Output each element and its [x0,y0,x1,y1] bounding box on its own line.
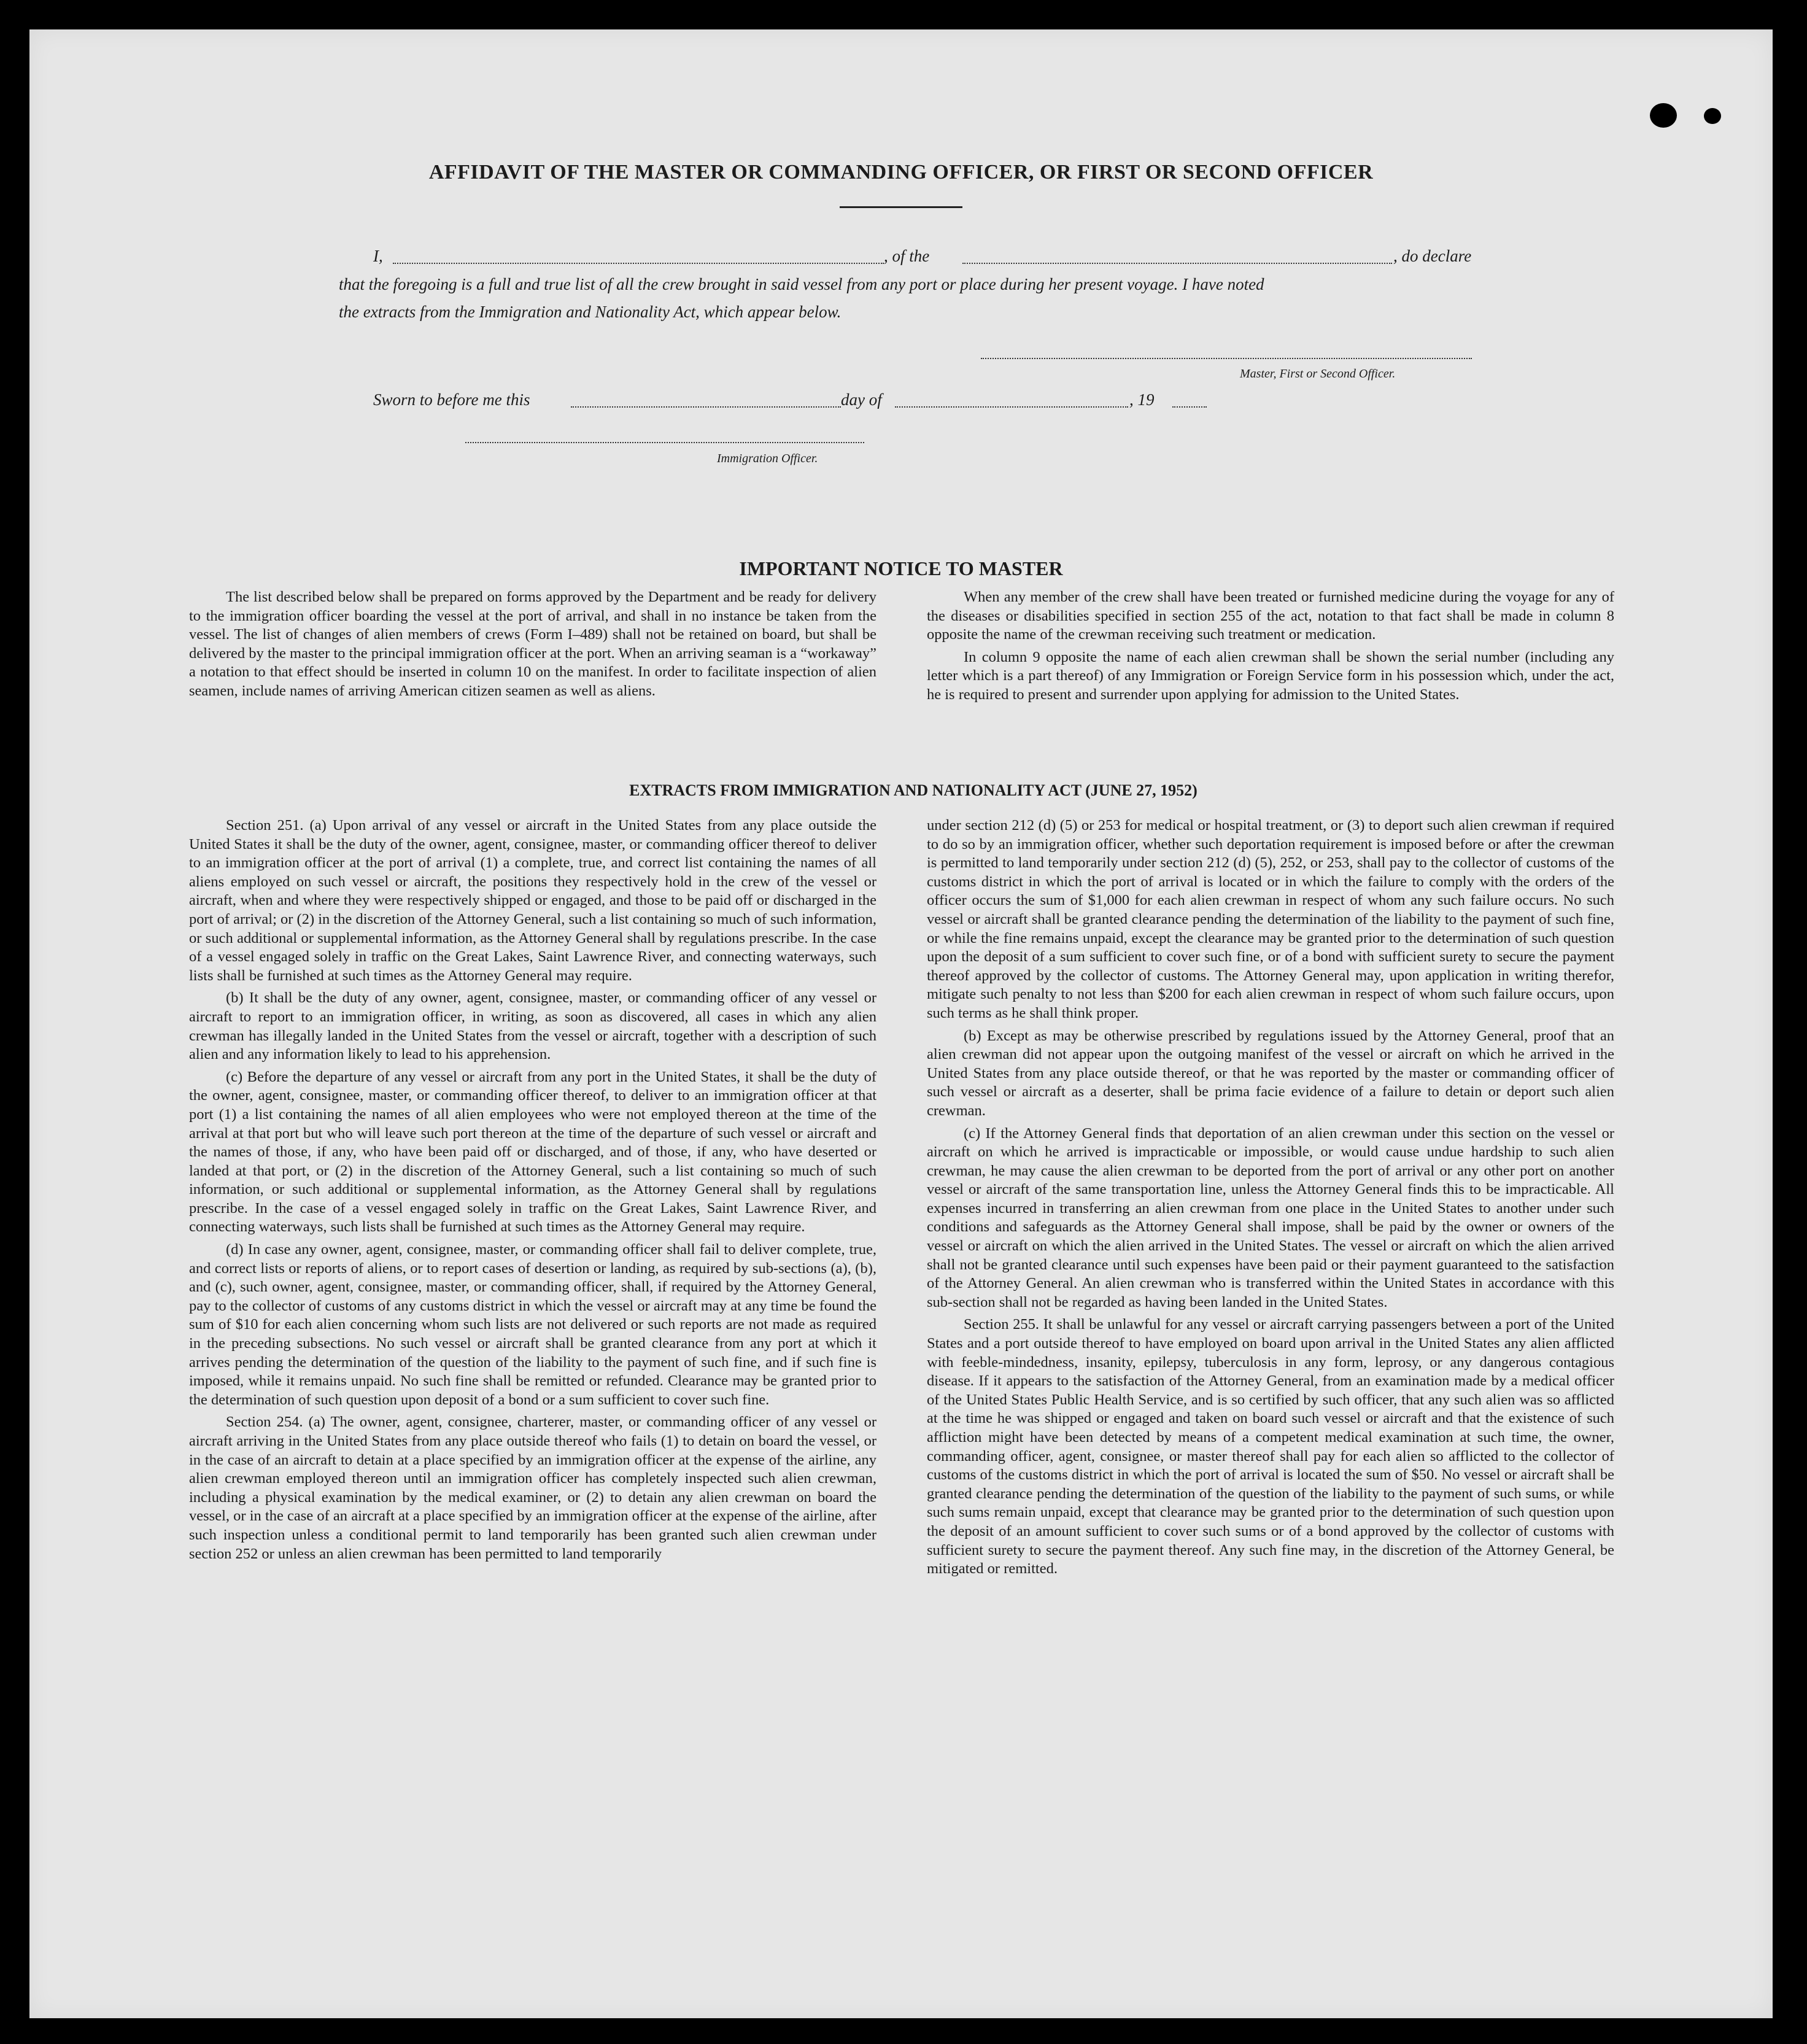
of-the-label: , of the [884,247,930,265]
declaration-line-3: the extracts from the Immigration and Nationality Act, which appear below. [339,303,842,321]
declaration-line-2: that the foregoing is a full and true list of all the crew brought in said vessel from any port or place during her present voyage. I have noted [339,275,1264,293]
day-of-label: day of [841,390,882,409]
extracts-right-column [927,816,1614,1582]
declarant-prefix: I, [373,247,383,265]
statute-paragraph: (d) In case any owner, agent, consignee, master, or commanding officer shall fail to deliver complete, true, and correct lists or reports of aliens, or to report cases of desertion or landing, as required by sub-sections (a), (b), and (c), such owner, agent, consignee, master, or commanding officer, shall, if required by the Attorney General, pay to the collector of customs of any customs district in which the vessel or aircraft may at any time be found the sum of $10 for each alien concerning whom such lists are not delivered or such reports are not made as required in the preceding subsections. No such vessel or aircraft shall be granted clearance from any port at which it arrives pending the determination of the question of the liability to the payment of such fine, and if such fine is imposed, while it remains unpaid. No such fine shall be remitted or refunded. Clearance may be granted prior to the determination of such question upon deposit of a bond or a sum sufficient to cover such fine. [189,1241,876,1408]
extracts-left-column [189,816,876,1567]
declarant-name-blank[interactable] [393,263,884,264]
statute-paragraph: Section 254. (a) The owner, agent, consignee, charterer, master, or commanding officer of any vessel or aircraft arriving in the United States from any place outside thereof who fails (1) to detain on board the vessel, or in the case of an aircraft to detain at a place specified by an immigration officer at the expense of the airline, any alien crewman employed thereon until an immigration officer has completely inspected such alien crewman, including a physical examination by the medical examiner, or (2) to detain any alien crewman on board the vessel, or in the case of an aircraft at a place specified by an immigration officer at the expense of the airline, after such inspection unless a conditional permit to land temporarily has been granted such alien crewman under section 252 or unless an alien crewman has been permitted to land temporarily [189,1414,876,1562]
notice-title: IMPORTANT NOTICE TO MASTER [739,557,1063,579]
statute-paragraph: under section 212 (d) (5) or 253 for medical or hospital treatment, or (3) to deport such alien crewman if required to do so by an immigration officer, whether such deportation requirement is imposed before or after the crewman is permitted to land temporarily under section 212 (d) (5), 252, or 253, shall pay to the collector of customs of the customs district in which the port of arrival is located or in which the failure to comply with the orders of the officer occurs the sum of $1,000 for each alien crewman in respect of whom any such failure occurs. No such vessel or aircraft shall be granted clearance pending the determination of the liability to the payment of such fine, or while the fine remains unpaid, except the clearance may be granted prior to the determination of such question upon the deposit of a sum sufficient to cover such fine, or of a bond with sufficient surety to secure the payment thereof approved by the collector of customs. The Attorney General may, upon application in writing therefor, mitigate such penalty to not less than $200 for each alien crewman in respect of whom such failure occurs, upon such terms as he shall think proper. [927,817,1614,1021]
punch-hole [1704,108,1721,124]
title-rule [840,206,962,208]
immigration-officer-label: Immigration Officer. [717,452,818,465]
statute-paragraph: Section 255. It shall be unlawful for any vessel or aircraft carrying passengers between a port of the United States and a port outside thereof to have employed on board upon arrival in the United States any alien afflicted with feeble-mindedness, insanity, epilepsy, tuberculosis in any form, leprosy, or any dangerous contagious disease. If it appears to the satisfaction of the Attorney General, from an examination made by a medical officer of the United States Public Health Service, and is so certified by such officer, that any such alien was so afflicted at the time he was shipped or engaged and taken on board such vessel or aircraft and that the existence of such affliction might have been detected by means of a competent medical examination at such time, the owner, commanding officer, agent, consignee, or master thereof shall pay for each alien so afflicted to the collector of customs of the customs district in which the port of arrival is located the sum of $50. No vessel or aircraft shall be granted clearance pending the determination of the question of the liability to the payment of such sums, or while such sums remain unpaid, except that clearance may be granted prior to the determination of such question upon the deposit of an amount sufficient to cover such sums or of a bond approved by the collector of customs with sufficient surety to secure the payment thereof. Any such fine may, in the discretion of the Attorney General, be mitigated or remitted. [927,1316,1614,1578]
statute-paragraph: (c) If the Attorney General finds that deportation of an alien crewman under this section on the vessel or aircraft on which he arrived is impracticable or impossible, or would cause undue hardship to such alien crewman, he may cause the alien crewman to be deported from the port of arrival or any other port on another vessel or aircraft of the same transportation line, unless the Attorney General finds this to be impracticable. All expenses incurred in transferring an alien crewman from one place in the United States to another under such conditions and safeguards as the Attorney General shall impose, shall be paid by the owner or owners of the vessel or aircraft on which the alien arrived in the United States. The vessel or aircraft on which the alien arrived shall not be granted clearance until such expenses have been paid or their payment guaranteed to the satisfaction of the Attorney General. An alien crewman who is transferred within the United States in accordance with this sub-section shall not be regarded as having been landed in the United States. [927,1125,1614,1310]
master-signature-label: Master, First or Second Officer. [1240,367,1396,381]
vessel-name-blank[interactable] [962,263,1392,264]
document-page [29,29,1773,2018]
notice-paragraph: The list described below shall be prepared on forms approved by the Department and be ready for delivery to the immigration officer boarding the vessel at the port of arrival, and shall in no instance be taken from the vessel. The list of changes of alien members of crews (Form I–489) shall not be retained on board, but shall be delivered by the master to the principal immigration officer at the port. When an arriving seaman is a “workaway” a notation to that effect should be inserted in column 10 on the manifest. In order to facilitate inspection of alien seamen, include names of arriving American citizen seamen as well as aliens. [189,589,876,699]
sworn-label: Sworn to before me this [373,390,530,409]
notice-paragraph: When any member of the crew shall have been treated or furnished medicine during the voyage for any of the diseases or disabilities specified in section 255 of the act, notation to that fact shall be made in column 8 opposite the name of the crewman receiving such treatment or medication. [927,589,1614,643]
statute-paragraph: (b) It shall be the duty of any owner, agent, consignee, master, or commanding officer of any vessel or aircraft to report to an immigration officer, in writing, as soon as discovered, all cases in which any alien crewman has illegally landed in the United States from the vessel or aircraft, together with a description of such alien and any information likely to lead to his apprehension. [189,989,876,1063]
notice-paragraph: In column 9 opposite the name of each alien crewman shall be shown the serial number (including any letter which is a part thereof) of any Immigration or Foreign Service form in his possession which, under the act, he is required to present and surrender upon applying for admission to the United States. [927,648,1614,703]
year-prefix: , 19 [1129,390,1155,409]
master-signature-line[interactable] [981,358,1472,359]
sworn-month-blank[interactable] [895,406,1128,408]
immigration-officer-signature-line[interactable] [465,442,864,443]
do-declare-label: , do declare [1393,247,1472,265]
punch-hole [1650,103,1677,128]
sworn-day-blank[interactable] [571,406,841,408]
sworn-year-blank[interactable] [1172,406,1207,408]
statute-paragraph: (b) Except as may be otherwise prescribed by regulations issued by the Attorney General, proof that an alien crewman did not appear upon the outgoing manifest of the vessel or aircraft on which he arrived in the United States from any place outside thereof, or that he was reported by the master or commanding officer of such vessel or aircraft as a deserter, shall be prima facie evidence of a failure to detain or deport such alien crewman. [927,1027,1614,1119]
statute-paragraph: Section 251. (a) Upon arrival of any vessel or aircraft in the United States from any place outside the United States it shall be the duty of the owner, agent, consignee, master, or commanding officer thereof to deliver to an immigration officer at the port of arrival (1) a complete, true, and correct list containing the names of all aliens employed on such vessel or aircraft, the positions they respectively hold in the crew of the vessel or aircraft, when and where they were respectively shipped or engaged, and those to be paid off or discharged in the port of arrival; or (2) in the discretion of the Attorney General, such a list containing so much of such information, or such additional or supplemental information, as the Attorney General shall by regulations prescribe. In the case of a vessel engaged solely in traffic on the Great Lakes, Saint Lawrence River, and connecting waterways, such lists shall be furnished at such times as the Attorney General may require. [189,817,876,984]
notice-right-column [927,588,1614,708]
affidavit-title: AFFIDAVIT OF THE MASTER OR COMMANDING OFFICER, OR FIRST OR SECOND OFFICER [428,161,1374,184]
notice-left-column [189,588,876,705]
extracts-title: EXTRACTS FROM IMMIGRATION AND NATIONALITY ACT (JUNE 27, 1952) [629,781,1198,799]
statute-paragraph: (c) Before the departure of any vessel or aircraft from any port in the United States, it shall be the duty of the owner, agent, consignee, master, or commanding officer thereof, to deliver to an immigration officer at that port (1) a list containing the names of all alien employees who were not employed thereon at the time of the arrival at that port but who will leave such port thereon at the time of the departure of such vessel or aircraft and the names of those, if any, who have been paid off or discharged, and of those, if any, who have deserted or landed at that port, or (2) in the discretion of the Attorney General, such a list containing so much of such information, or such additional or supplemental information, as the Attorney General shall by regulations prescribe. In the case of a vessel engaged solely in traffic on the Great Lakes, Saint Lawrence River, and connecting waterways, such lists shall be furnished at such times as the Attorney General may require. [189,1068,876,1236]
